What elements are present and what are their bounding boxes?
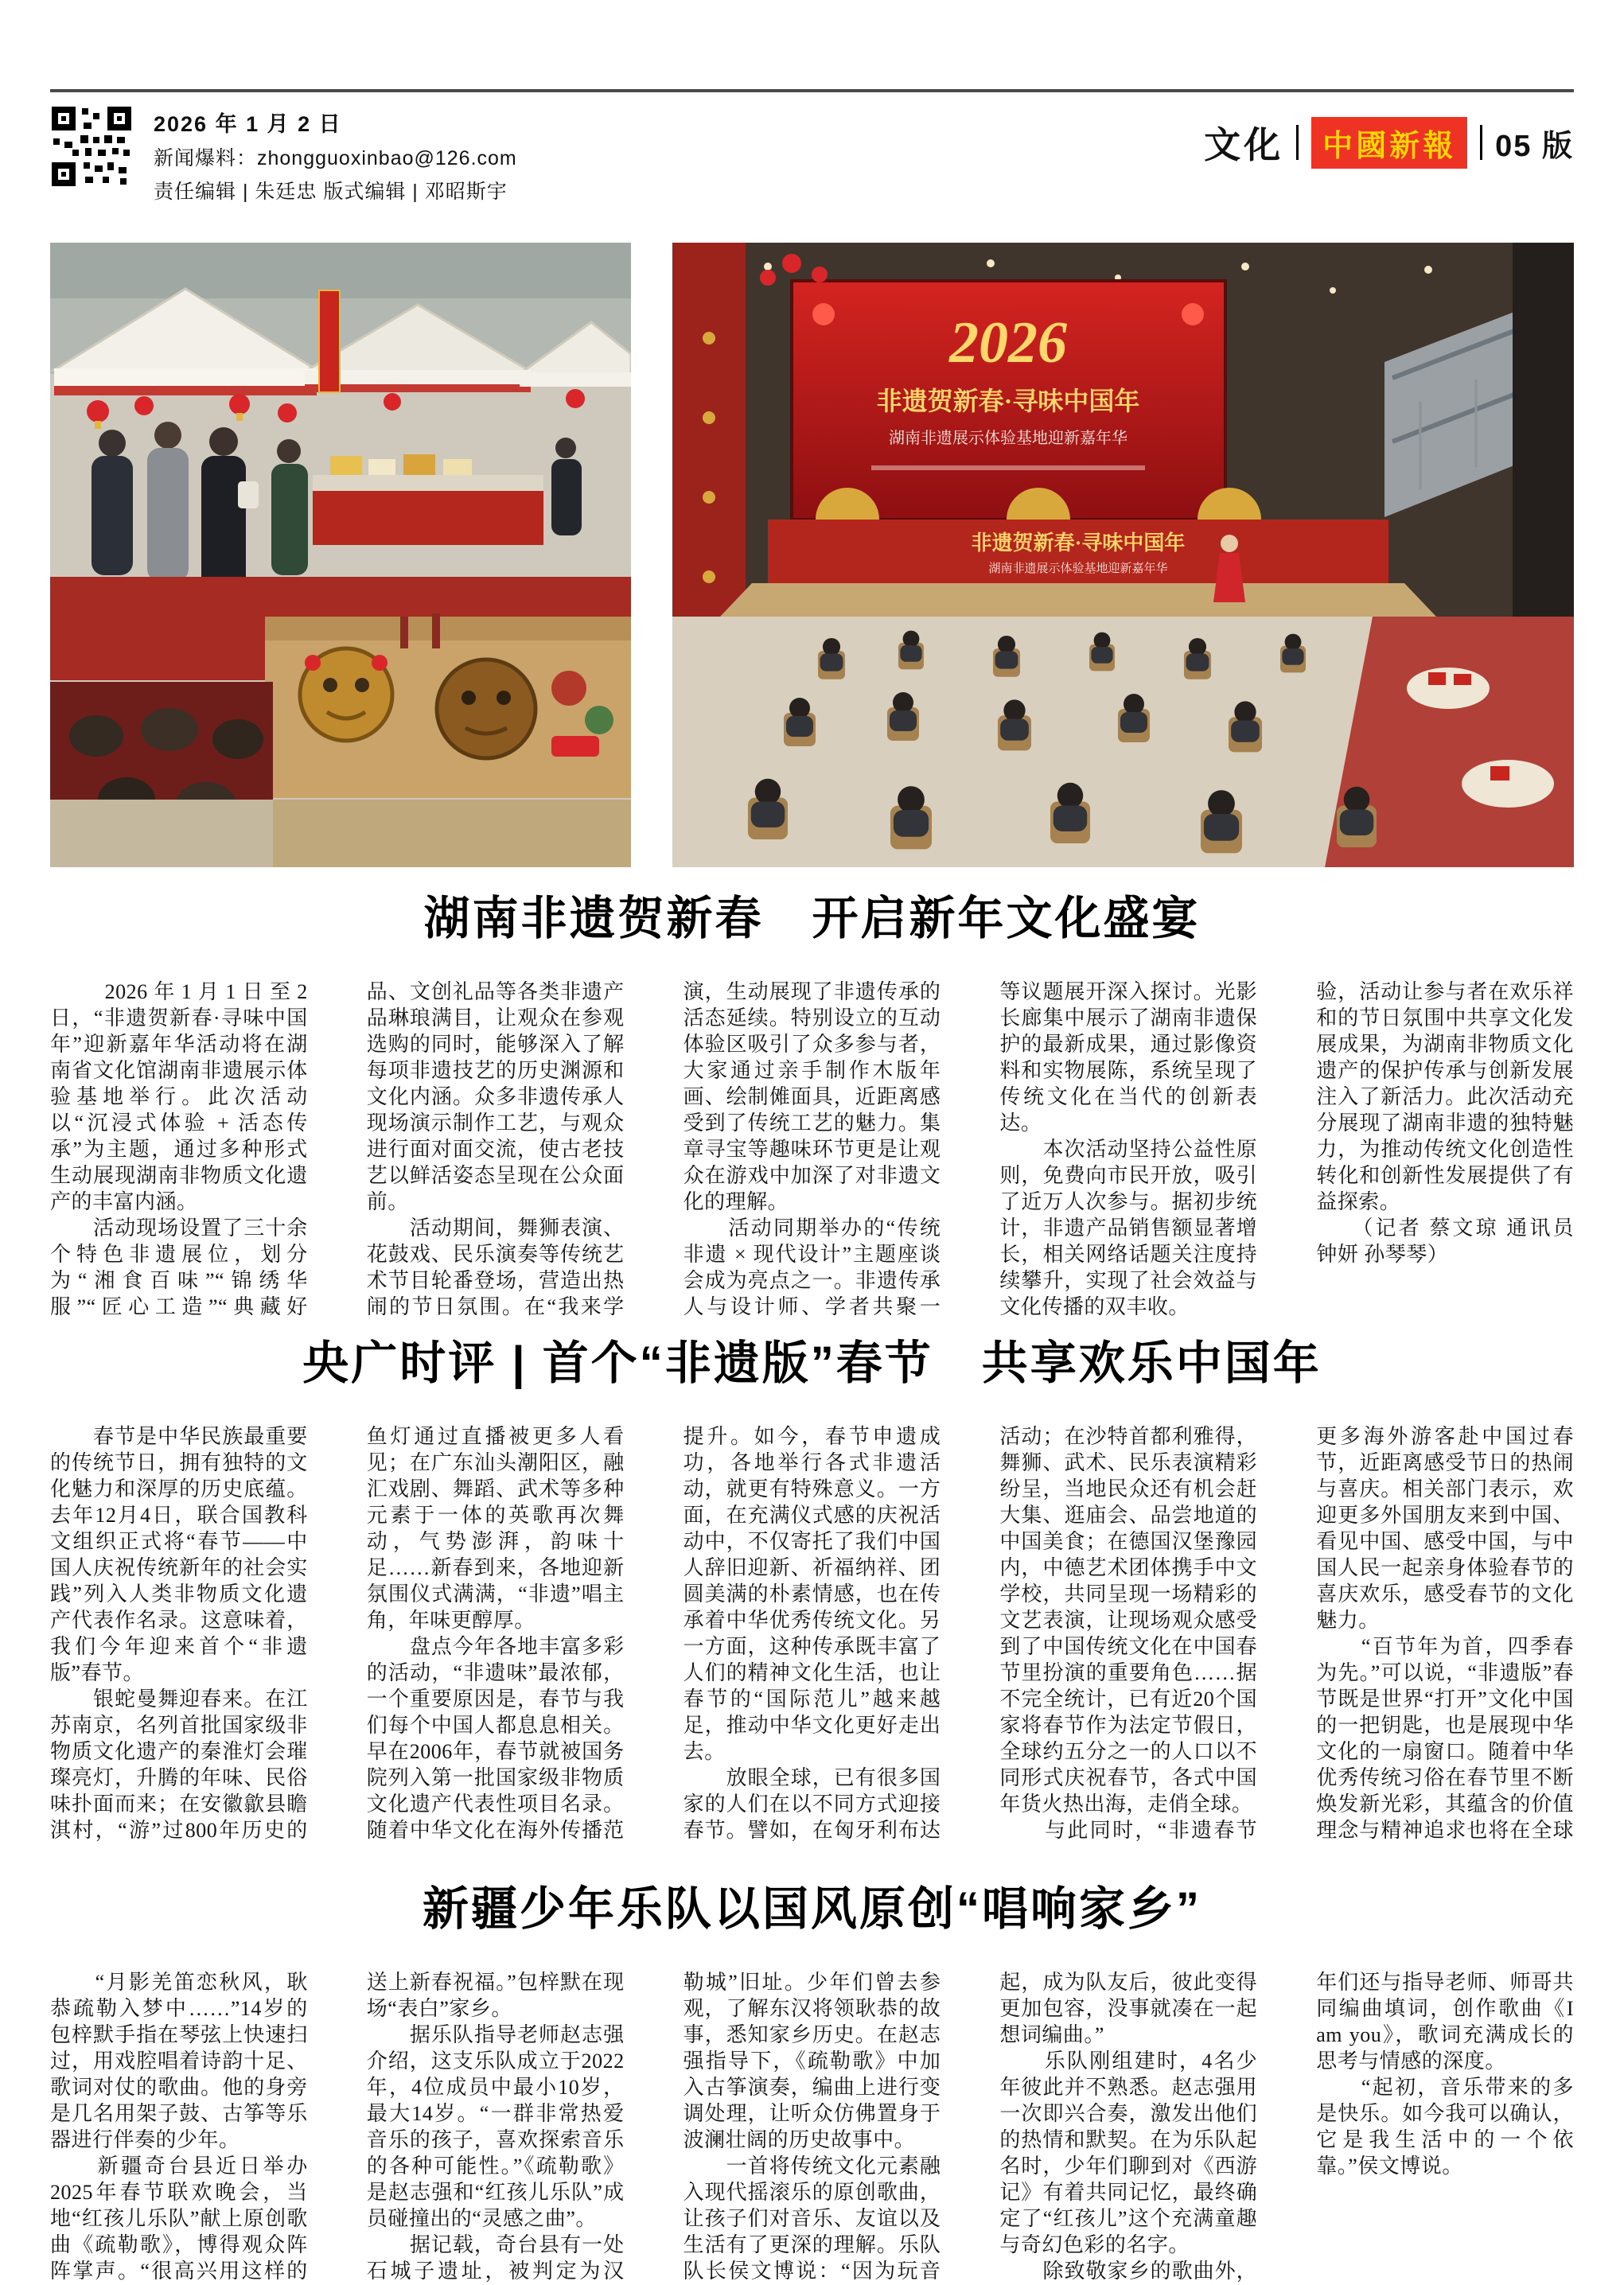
photo-row [50, 243, 1574, 867]
backdrop-title: 非遗贺新春·寻味中国年 [971, 531, 1186, 555]
paragraph: 新疆奇台县近日举办2025年春节联欢晚会，当地“红孩儿乐队”献上原创歌曲《疏勒歌》，博得观众阵阵掌声。“很高兴用这样的 [50, 2155, 308, 2283]
paragraph: 品、文创礼品等各类非遗产品琳琅满目，让观众在参观选购的同时，能够深入了解每项非遗技艺的历史渊源和文化内涵。众多非遗传承人现场演示制作工艺，与观众进行面对面交流，使古老技艺以鲜活姿态呈现在公众面前。 [366, 980, 625, 1213]
page-header [50, 105, 1574, 204]
paragraph: 2026年1月1日至2日，“非遗贺新春·寻味中国年”迎新嘉年华活动将在湖南省文化馆湖南非遗展示体验基地举行。此次活动以“沉浸式体验 + 活态传承”为主题，通过多种形式生动展现湖南非物质文化遗产的丰富内涵。 [50, 980, 308, 1213]
article-column [1316, 1423, 1574, 1843]
screen-title: 非遗贺新春·寻味中国年 [876, 387, 1140, 415]
paragraph: 年们还与指导老师、师哥共同编曲填词，创作歌曲《I am you》，歌词充满成长的思考与情感的深度。 [1316, 1971, 1574, 2073]
article-column [683, 979, 941, 1320]
article-2-headline: 央广时评 | 首个“非遗版”春节 共享欢乐中国年 [302, 1337, 1322, 1389]
article-column [50, 979, 308, 1320]
article-column [999, 1969, 1257, 2284]
article-column [367, 979, 625, 1320]
article-1-headline: 湖南非遗贺新春 开启新年文化盛宴 [423, 893, 1201, 944]
photo-stage-event [672, 243, 1574, 867]
paragraph: 起，成为队友后，彼此变得更加包容，没事就凑在一起想词编曲。” [999, 1971, 1258, 2046]
paragraph: “月影羌笛恋秋风，耿恭疏勒入梦中……”14岁的包梓默手指在琴弦上快速扫过，用戏腔唱着诗韵十足、歌词对仗的歌曲。他的身旁是几名用架子鼓、古筝等乐器进行伴奏的少年。 [50, 1971, 308, 2151]
screen-year: 2026 [949, 310, 1067, 376]
top-rule [50, 89, 1574, 92]
header-meta [154, 105, 517, 204]
paragraph: 本次活动坚持公益性原则，免费向市民开放，吸引了近万人次参与。据初步统计，非遗产品销售额显著增长，相关网络话题关注度持续攀升，实现了社会效益与文化传播的双丰收。 [999, 1138, 1258, 1318]
article-xinjiang-band [0, 1885, 1624, 2284]
article-column [1316, 979, 1574, 1320]
paragraph: 一首将传统文化元素融入现代摇滚乐的原创歌曲，让孩子们对音乐、友谊以及生活有了更深的理解。乐队队长侯文博说：“因为玩音 [683, 2155, 941, 2283]
paragraph: 活动；在沙特首都利雅得，舞狮、武术、民乐表演精彩纷呈，当地民众还有机会赶大集、逛庙会、品尝地道的中国美食；在德国汉堡豫园内，中德艺术团体携手中文学校，共同呈现一场精彩的文艺表演，让现场观众感受到了中国传统文化在中国春节里扮演的重要角色……据不完全统计，已有近20个国家将春节作为法定节假日，全球约五分之一的人口以不同形式庆祝春节，各式中国年货火热出海，走俏全球。 [999, 1425, 1258, 1816]
masthead [1204, 105, 1574, 169]
paragraph: 据乐队指导老师赵志强介绍，这支乐队成立于2022年，4位成员中最小10岁，最大14岁。“一群非常热爱音乐的孩子，喜欢探索音乐的各种可能性。”《疏勒歌》是赵志强和“红孩儿乐队”成员碰撞出的“灵感之曲”。 [366, 2023, 625, 2230]
paragraph: 除致敬家乡的歌曲外， [1042, 2260, 1258, 2283]
qr-code-icon [50, 105, 133, 188]
paragraph: 更多海外游客赴中国过春节，近距离感受节日的热闹与喜庆。相关部门表示，欢迎更多外国朋友来到中国、看见中国、感受中国，与中国人民一起亲身体验春节的喜庆欢乐，感受春节的文化魅力。 [1316, 1425, 1574, 1632]
paragraph: 鱼灯通过直播被更多人看见；在广东汕头潮阳区，融汇戏剧、舞蹈、武术等多种元素于一体的英歌再次舞动，气势澎湃，韵味十足……新春到来，各地迎新氛围仪式满满，“非遗”唱主角，年味更醇厚。 [366, 1425, 625, 1632]
article-hunan-feiyi [0, 894, 1624, 1320]
article-column [683, 1969, 941, 2284]
article-3-headline: 新疆少年乐队以国风原创“唱响家乡” [422, 1883, 1201, 1935]
paragraph: 盘点今年各地丰富多彩的活动，“非遗味”最浓郁，一个重要原因是，春节与我们每个中国人都息息相关。早在2006年，春节就被国务院列入第一批国家级非物质文化遗产代表性项目名录。随着中华文化在海外传播范 [366, 1635, 625, 1842]
vertical-banner [319, 290, 340, 392]
paragraph: 春节是中华民族最重要的传统节日，拥有独特的文化魅力和深厚的历史底蕴。去年12月4日，联合国教科文组织正式将“春节——中国人庆祝传统新年的社会实践”列入人类非物质文化遗产代表作名录。这意味着，我们今年迎来首个“非遗版”春节。 [50, 1425, 308, 1684]
separator-bar [1296, 125, 1299, 160]
paragraph: 活动期间，舞狮表演、花鼓戏、民乐演奏等传统艺术节目轮番登场，营造出热闹的节日氛围。在“我来学 [366, 1216, 625, 1318]
paragraph: 乐队刚组建时，4名少年彼此并不熟悉。赵志强用一次即兴合奏，激发出他们的热情和默契。在为乐队起名时，少年们聊到对《西游记》有着共同记忆，最终确定了“红孩儿”这个充满童趣与奇幻色彩的名字。 [999, 2049, 1258, 2256]
article-2-body [50, 1423, 1574, 1843]
section-title: 文化 [1204, 124, 1284, 165]
backdrop-subtitle: 湖南非遗展示体验基地迎新嘉年华 [988, 562, 1168, 575]
news-hotline: 新闻爆料：zhongguoxinbao@126.com [154, 147, 517, 169]
pillar [1513, 243, 1574, 672]
article-column [683, 1423, 941, 1843]
article-column [50, 1969, 308, 2284]
paper-brand: 中國新報 [1311, 117, 1467, 169]
header-left [50, 105, 517, 204]
craft-table [265, 613, 631, 798]
article-column [367, 1969, 625, 2284]
led-screen [792, 281, 1225, 520]
paragraph: 活动现场设置了三十余个特色非遗展位，划分为“湘食百味”“锦绣华服”“匠心工造”“典藏好 [50, 1216, 308, 1318]
paragraph: 送上新春祝福。”包梓默在现场“表白”家乡。 [366, 1971, 625, 2020]
article-3-body [50, 1969, 1574, 2284]
paragraph: 据记载，奇台县有一处石城子遗址，被判定为汉 [366, 2233, 625, 2283]
stage-floor [720, 583, 1436, 617]
photo-fair-market [50, 243, 631, 867]
article-column [367, 1423, 625, 1843]
paragraph: 验，活动让参与者在欢乐祥和的节日氛围中共享文化发展成果，为湖南非物质文化遗产的保护传承与创新发展注入了新活力。此次活动充分展现了湖南非遗的独特魅力，为推动传统文化创造性转化和创新性发展提供了有益探索。 [1316, 980, 1574, 1213]
paragraph: 提升。如今，春节申遗成功，各地举行各式非遗活动，就更有特殊意义。一方面，在充满仪式感的庆祝活动中，不仅寄托了我们中国人辞旧迎新、祈福纳祥、团圆美满的朴素情感，也在传承着中华优秀传统文化。另一方面，这种传承既丰富了人们的精神文化生活，也让春节的“国际范儿”越来越足，推动中华文化更好走出去。 [683, 1425, 941, 1763]
article-column [999, 979, 1257, 1320]
paragraph: 演，生动展现了非遗传承的活态延续。特别设立的互动体验区吸引了众多参与者，大家通过亲手制作木版年画、绘制傩面具，近距离感受到了传统工艺的魅力。集章寻宝等趣味环节更是让观众在游戏中加深了对非遗文化的理解。 [683, 980, 941, 1213]
separator-bar [1480, 125, 1482, 160]
paragraph: 放眼全球，已有很多国家的人们在以不同方式迎接春节。譬如，在匈牙利布达 [683, 1766, 941, 1842]
paragraph: （记者 蔡文琼 通讯员 钟妍 孙琴琴） [1316, 1216, 1574, 1266]
article-column [50, 1423, 308, 1843]
article-cnr-commentary [0, 1339, 1624, 1843]
issue-date: 2026 年 1 月 2 日 [154, 112, 342, 136]
screen-subtitle: 湖南非遗展示体验基地迎新嘉年华 [889, 430, 1127, 447]
article-column [999, 1423, 1257, 1843]
editors-line: 责任编辑 | 朱廷忠 版式编辑 | 邓昭斯宇 [154, 181, 508, 203]
table-front [273, 800, 631, 867]
paragraph: 活动同期举办的“传统非遗 × 现代设计”主题座谈会成为亮点之一。非遗传承人与设计师、学者共聚一 [683, 1216, 941, 1318]
page-number: 05 版 [1495, 129, 1574, 163]
paragraph: “百节年为首，四季春为先。”可以说，“非遗版”春节既是世界“打开”文化中国的一把钥匙，也是展现中华文化的一扇窗口。随着中华优秀传统习俗在春节里不断焕发新光彩，其蕴含的价值理念与精神追求也将在全球 [1316, 1635, 1574, 1842]
article-1-body [50, 979, 1574, 1320]
paragraph: “起初，音乐带来的多是快乐。如今我可以确认，它是我生活中的一个依靠。”侯文博说。 [1316, 2076, 1574, 2178]
paragraph: 勒城”旧址。少年们曾去参观，了解东汉将领耿恭的故事，悉知家乡历史。在赵志强指导下，《疏勒歌》中加入古筝演奏，编曲上进行变调处理，让听众仿佛置身于波澜壮阔的历史故事中。 [683, 1971, 941, 2151]
paragraph: 等议题展开深入探讨。光影长廊集中展示了湖南非遗保护的最新成果，通过影像资料和实物展陈，系统呈现了传统文化在当代的创新表达。 [999, 980, 1258, 1135]
article-column [1316, 1969, 1574, 2284]
paragraph: 与此同时，“非遗春节 [1045, 1819, 1258, 1842]
paragraph: 银蛇曼舞迎春来。在江苏南京，名列首批国家级非物质文化遗产的秦淮灯会璀璨亮灯，升腾的年味、民俗味扑面而来；在安徽歙县瞻淇村，“游”过800年历史的 [50, 1687, 308, 1842]
